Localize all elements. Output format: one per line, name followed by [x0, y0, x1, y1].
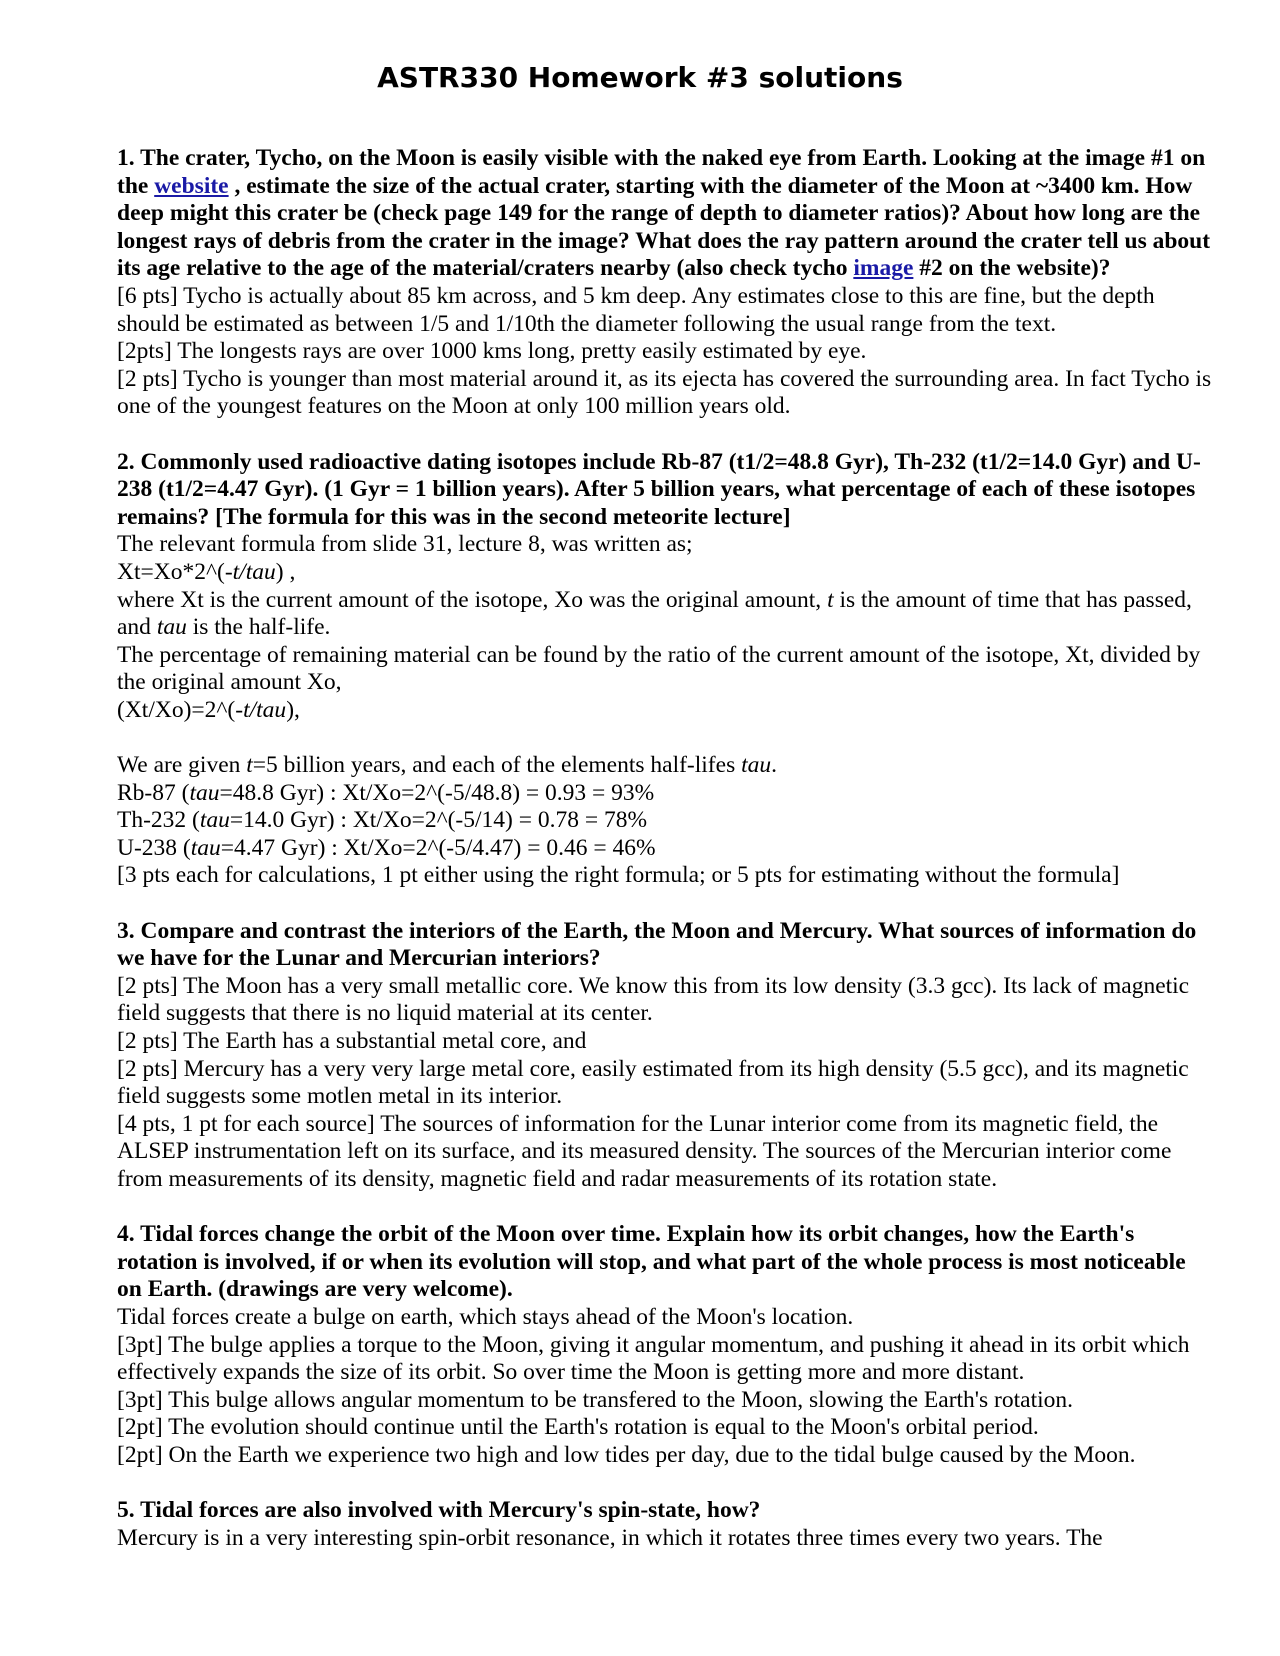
- question-1-text-a: 1. The crater, Tycho, on the Moon is easily visible with the naked eye from Earth. Looking at the image #1 on the: [117, 145, 1206, 199]
- answer-4-bulge: Tidal forces create a bulge on earth, which stays ahead of the Moon's location.: [117, 1303, 854, 1330]
- blank-line: [117, 724, 1212, 752]
- question-2-section: [117, 449, 1212, 891]
- calc-text: =4.47 Gyr) : Xt/Xo=2^(-5/4.47) = 0.46 = 46%: [220, 834, 656, 861]
- calc-text: U-238 (: [117, 834, 191, 861]
- answer-2-given: [117, 752, 1212, 780]
- answer-2-formula: [117, 559, 1212, 587]
- question-5-section: [117, 1497, 1212, 1552]
- question-4-section: [117, 1221, 1212, 1469]
- document-body: [117, 145, 1212, 1580]
- answer-2-intro: The relevant formula from slide 31, lecture 8, was written as;: [117, 531, 693, 558]
- answer-3-earth: [2 pts] The Earth has a substantial metal core, and: [117, 1028, 587, 1054]
- answer-4-torque: [3pt] The bulge applies a torque to the Moon, giving it angular momentum, and pushing it ahead in its orbit which effectively expands the size of its orbit. So over time the Moon is getting more and more distant.: [117, 1331, 1190, 1386]
- variable-tau: tau: [199, 807, 230, 834]
- answer-5: Mercury is in a very interesting spin-orbit resonance, in which it rotates three times every two years. The: [117, 1524, 1103, 1551]
- answer-1-rays: [2pts] The longests rays are over 1000 kms long, pretty easily estimated by eye.: [117, 338, 867, 365]
- formula-text: (Xt/Xo)=2^(-: [117, 696, 244, 723]
- definition-text: is the half-life.: [186, 614, 331, 641]
- variable-tau: tau: [156, 614, 187, 641]
- variable-t: t: [827, 586, 834, 613]
- answer-2-points: [3 pts each for calculations, 1 pt either using the right formula; or 5 pts for estimating without the formula]: [117, 862, 1120, 889]
- formula-variable: t/tau: [243, 696, 287, 723]
- answer-4-tides: [2pt] On the Earth we experience two high and low tides per day, due to the tidal bulge caused by the Moon.: [117, 1441, 1136, 1468]
- variable-tau: tau: [741, 752, 772, 779]
- calc-th232: [117, 807, 1212, 835]
- question-3-section: [117, 918, 1212, 1194]
- variable-t: t: [246, 752, 253, 779]
- answer-2-ratio-formula: [117, 697, 1212, 725]
- website-link[interactable]: website: [154, 172, 229, 199]
- definition-text: is the amount of time that has passed, and: [117, 586, 1192, 641]
- question-1-text-c: #2 on the website)?: [913, 255, 1111, 282]
- page-title: ASTR330 Homework #3 solutions: [377, 61, 903, 94]
- answer-3-mercury: [2 pts] Mercury has a very very large metal core, easily estimated from its high density (5.5 gcc), and its magnetic field suggests some motlen metal in its interior.: [117, 1055, 1189, 1110]
- calc-text: =14.0 Gyr) : Xt/Xo=2^(-5/14) = 0.78 = 78%: [229, 807, 648, 834]
- answer-2-percentage: The percentage of remaining material can be found by the ratio of the current amount of the isotope, Xt, divided by the original amount Xo,: [117, 641, 1201, 696]
- answer-4-momentum: [3pt] This bulge allows angular momentum to be transfered to the Moon, slowing the Earth's rotation.: [117, 1386, 1074, 1413]
- variable-tau: tau: [189, 779, 220, 806]
- formula-text: ),: [286, 696, 300, 723]
- answer-3-moon: [2 pts] The Moon has a very small metallic core. We know this from its low density (3.3 gcc). Its lack of magnetic field suggests that there is no liquid material at its center.: [117, 972, 1190, 1027]
- answer-1-size: [6 pts] Tycho is actually about 85 km across, and 5 km deep. Any estimates close to this are fine, but the depth should be estimated as between 1/5 and 1/10th the diameter following the usual range from the text.: [117, 282, 1155, 337]
- image-link[interactable]: image: [853, 255, 914, 282]
- given-text: We are given: [117, 752, 247, 779]
- answer-1-age: [2 pts] Tycho is younger than most material around it, as its ejecta has covered the surrounding area. In fact Tycho is one of the youngest features on the Moon at only 100 million years old.: [117, 365, 1212, 420]
- answer-4-evolution: [2pt] The evolution should continue until the Earth's rotation is equal to the Moon's orbital period.: [117, 1414, 1039, 1441]
- calc-text: =48.8 Gyr) : Xt/Xo=2^(-5/48.8) = 0.93 = 93%: [219, 779, 655, 806]
- definition-text: where Xt is the current amount of the isotope, Xo was the original amount,: [117, 586, 828, 613]
- question-1-section: [117, 145, 1212, 421]
- question-3: 3. Compare and contrast the interiors of the Earth, the Moon and Mercury. What sources of information do we have for the Lunar and Mercurian interiors?: [117, 917, 1197, 972]
- variable-tau: tau: [190, 834, 221, 861]
- answer-3-sources: [4 pts, 1 pt for each source] The sources of information for the Lunar interior come from its magnetic field, the ALSEP instrumentation left on its surface, and its measured density. The sources of the Mercurian interior come from measurements of its density, magnetic field and radar measurements of its rotation state.: [117, 1110, 1172, 1192]
- question-2: 2. Commonly used radioactive dating isotopes include Rb-87 (t1/2=48.8 Gyr), Th-232 (t1/2=14.0 Gyr) and U-238 (t1/2=4.47 Gyr). (1 Gyr = 1 billion years). After 5 billion years, what percentage of each of these isotopes remains? [The formula for this was in the second meteorite lecture]: [117, 448, 1201, 530]
- calc-text: Rb-87 (: [117, 779, 190, 806]
- calc-text: Th-232 (: [117, 807, 200, 834]
- given-text: .: [771, 752, 777, 779]
- question-4: 4. Tidal forces change the orbit of the Moon over time. Explain how its orbit changes, how the Earth's rotation is involved, if or when its evolution will stop, and what part of the whole process is most noticeable on Earth. (drawings are very welcome).: [117, 1221, 1186, 1303]
- question-1-text-b: , estimate the size of the actual crater, starting with the diameter of the Moon at ~3400 km. How deep might this crater be (check page 149 for the range of depth to diameter ratios)? About how long are the longest rays of debris from the crater in the image? What does the ray pattern around the crater tell us about its age relative to the age of the material/craters nearby (also check tycho: [117, 172, 1211, 282]
- formula-text: Xt=Xo*2^(-: [117, 558, 233, 585]
- given-text: =5 billion years, and each of the elements half-lifes: [252, 752, 742, 779]
- question-5: 5. Tidal forces are also involved with Mercury's spin-state, how?: [117, 1497, 761, 1524]
- question-1: [117, 145, 1212, 283]
- formula-variable: t/tau: [232, 558, 276, 585]
- answer-2-definitions: [117, 587, 1212, 642]
- calc-u238: [117, 835, 1212, 863]
- calc-rb87: [117, 780, 1212, 808]
- formula-text: ) ,: [275, 558, 296, 585]
